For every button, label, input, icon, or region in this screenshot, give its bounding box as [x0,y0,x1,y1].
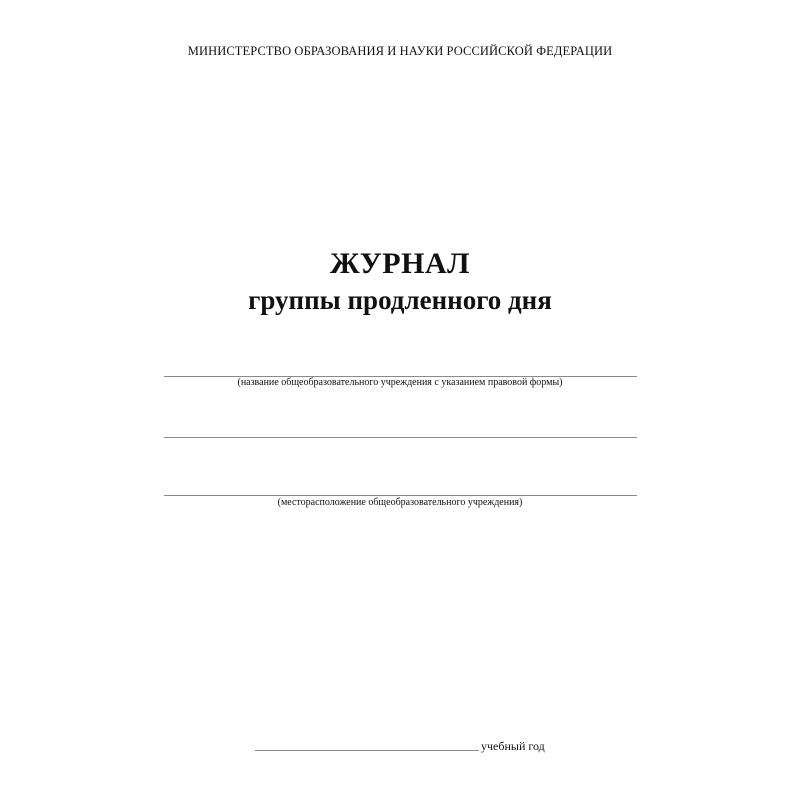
location-caption: (месторасположение общеобразовательного учреждения) [277,497,523,508]
ministry-header: МИНИСТЕРСТВО ОБРАЗОВАНИЯ И НАУКИ РОССИЙСКОЙ ФЕДЕРАЦИИ [187,44,613,58]
academic-year-label: учебный год [481,739,545,753]
location-line [164,495,637,496]
institution-name-caption: (название общеобразовательного учреждения с указанием правовой формы) [237,377,563,388]
academic-year-row [255,739,545,753]
institution-name-line-2 [164,437,637,438]
journal-subtitle: группы продленного дня [248,285,552,315]
journal-title: ЖУРНАЛ [330,247,470,280]
academic-year-line [255,750,479,751]
